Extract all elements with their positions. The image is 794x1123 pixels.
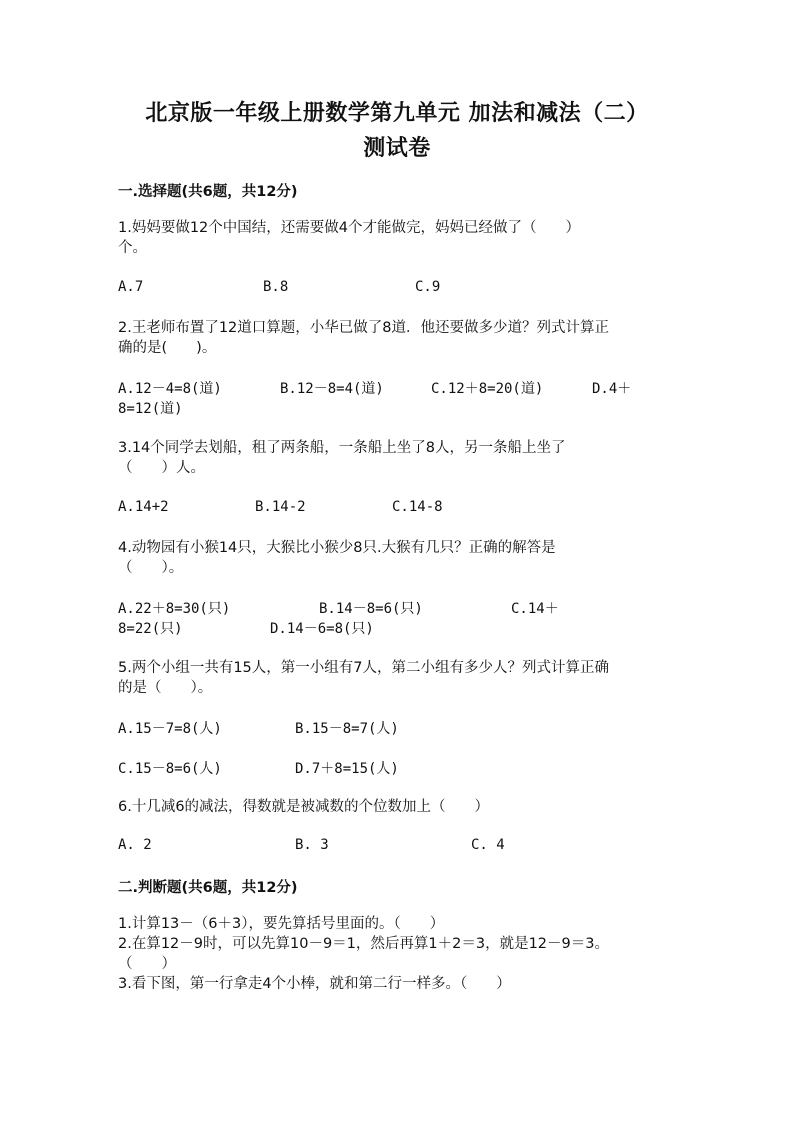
- option-a[interactable]: A.12－4=8(道): [118, 381, 222, 397]
- option-a[interactable]: A.7: [118, 279, 144, 295]
- option-d-continued: 8=12(道): [118, 401, 183, 417]
- judgement-item-2: 2.在算12－9时，可以先算10－9＝1，然后再算1＋2＝3，就是12－9＝3。: [118, 936, 609, 952]
- option-d[interactable]: D.4＋: [592, 381, 632, 397]
- question-text: 2.王老师布置了12道口算题，小华已做了8道．他还要做多少道？列式计算正: [118, 320, 610, 336]
- option-a[interactable]: A.15－7=8(人): [118, 721, 222, 737]
- option-b[interactable]: B.14－8=6(只): [319, 601, 423, 617]
- option-c[interactable]: C.12＋8=20(道): [431, 381, 544, 397]
- option-b[interactable]: B.14-2: [255, 499, 306, 515]
- question-2: [118, 318, 678, 358]
- option-b[interactable]: B.12－8=4(道): [280, 381, 384, 397]
- option-b[interactable]: B. 3: [295, 837, 329, 853]
- option-c-continued: 8=22(只): [118, 621, 183, 637]
- option-c[interactable]: C.9: [415, 279, 441, 295]
- option-c[interactable]: C.14＋: [511, 601, 559, 617]
- question-text: 6.十几减6的减法，得数就是被减数的个位数加上（ ）: [118, 799, 490, 815]
- section-heading-judgement: 二.判断题(共6题，共12分): [118, 880, 298, 896]
- question-text: 3.14个同学去划船，租了两条船，一条船上坐了8人，另一条船上坐了: [118, 440, 566, 456]
- option-b[interactable]: B.8: [263, 279, 289, 295]
- question-text: （ ）人。: [118, 460, 205, 476]
- option-d[interactable]: D.7＋8=15(人): [295, 761, 399, 777]
- option-a[interactable]: A. 2: [118, 837, 152, 853]
- judgement-item-2-blank: （ ）: [118, 956, 176, 972]
- option-b[interactable]: B.15－8=7(人): [295, 721, 399, 737]
- question-3: [118, 438, 678, 478]
- question-6: [118, 797, 678, 817]
- judgement-item-1: 1.计算13－（6＋3），要先算括号里面的。（ ）: [118, 916, 445, 932]
- question-text: （ ）。: [118, 560, 184, 576]
- question-1: [118, 218, 678, 258]
- section-heading-choice: 一.选择题(共6题，共12分): [118, 184, 298, 200]
- question-text: 个。: [118, 240, 147, 256]
- question-text: 的是（ ）。: [118, 680, 213, 696]
- question-text: 1.妈妈要做12个中国结，还需要做4个才能做完，妈妈已经做了（ ）: [118, 220, 581, 236]
- option-a[interactable]: A.22＋8=30(只): [118, 601, 231, 617]
- option-c[interactable]: C.14-8: [392, 499, 443, 515]
- page-title-line-2: 测试卷: [363, 135, 431, 161]
- option-a[interactable]: A.14+2: [118, 499, 169, 515]
- judgement-item-3: 3.看下图，第一行拿走4个小棒，就和第二行一样多。（ ）: [118, 976, 511, 992]
- page-title-line-1: 北京版一年级上册数学第九单元 加法和减法（二）: [145, 100, 649, 126]
- option-c[interactable]: C.15－8=6(人): [118, 761, 222, 777]
- question-4: [118, 538, 678, 578]
- question-text: 4.动物园有小猴14只，大猴比小猴少8只.大猴有几只？正确的解答是: [118, 540, 556, 556]
- question-text: 确的是( )。: [118, 340, 217, 356]
- question-text: 5.两个小组一共有15人，第一小组有7人，第二小组有多少人？列式计算正确: [118, 660, 610, 676]
- option-c[interactable]: C. 4: [471, 837, 505, 853]
- question-5: [118, 658, 678, 698]
- option-d[interactable]: D.14－6=8(只): [270, 621, 374, 637]
